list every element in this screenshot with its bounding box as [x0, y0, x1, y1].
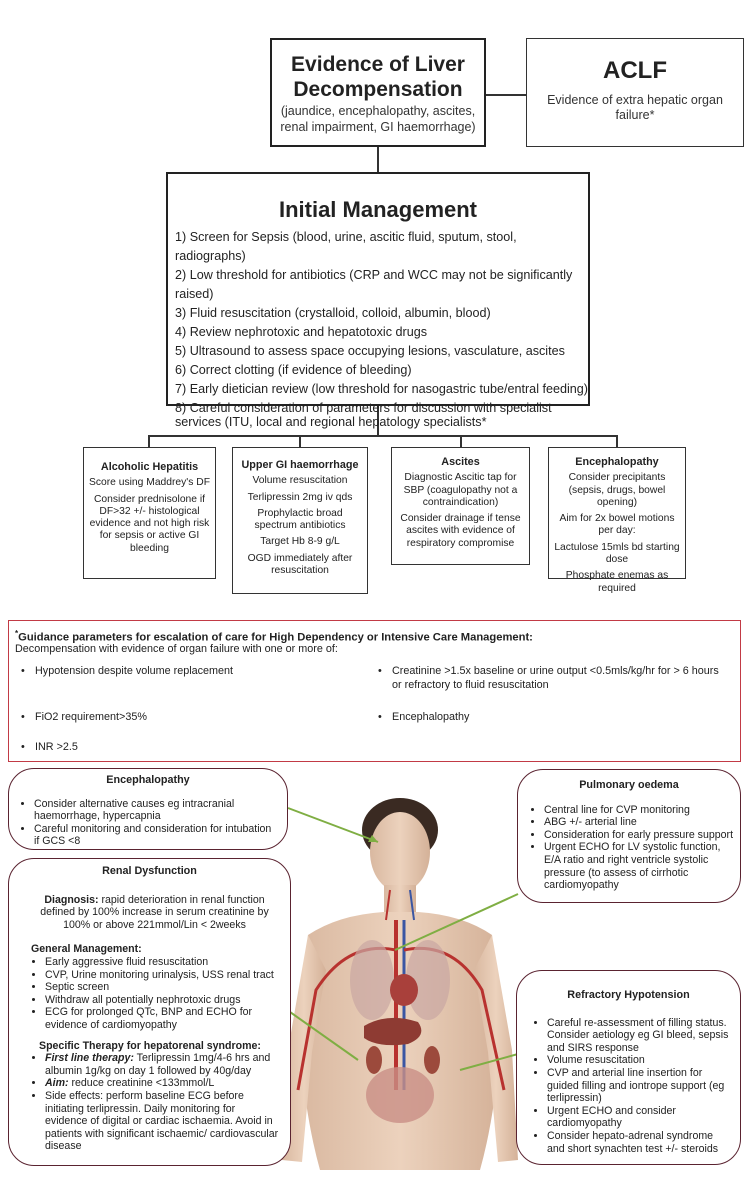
human-body-illustration	[268, 790, 528, 1170]
pulmonary-oedema-box	[517, 769, 741, 903]
list-item: • Careful re-assessment of filling status. Consider aetiology eg GI bleed, sepsis and SIRS response	[547, 1017, 732, 1055]
refractory-hypotension-box	[516, 970, 741, 1165]
refractory-hypotension-title: Refractory Hypotension	[567, 989, 690, 1001]
list-item: • CVP, Urine monitoring urinalysis, USS renal tract	[45, 969, 280, 982]
encephalopathy-title: Encephalopathy	[575, 456, 659, 468]
box-item: Score using Maddrey's DF	[89, 477, 210, 489]
refractory-hypotension-list	[517, 1017, 740, 1156]
upper-gi-box	[232, 447, 368, 594]
list-item: • Central line for CVP monitoring	[544, 804, 734, 817]
step-item: 8) Careful consideration of parameters for discussion with specialist services (ITU, local and regional hepatology specialists*	[175, 401, 552, 429]
specific-therapy-title: Specific Therapy for hepatorenal syndrome:	[39, 1039, 261, 1052]
connector-to-encephalopathy	[616, 435, 618, 447]
initial-management-steps	[168, 228, 588, 429]
diagnosis-label: Diagnosis:	[44, 893, 99, 906]
general-management-list	[9, 956, 290, 1032]
aim-label: Aim:	[45, 1077, 69, 1090]
alcoholic-hepatitis-box	[83, 447, 216, 579]
step-item: 3) Fluid resuscitation (crystalloid, colloid, albumin, blood)	[175, 306, 491, 320]
guidance-item	[378, 711, 722, 725]
guidance-item	[21, 665, 365, 679]
renal-dysfunction-title: Renal Dysfunction	[102, 865, 197, 877]
bullet-icon: •	[21, 711, 25, 723]
bullet-icon: •	[21, 665, 25, 677]
bullet-icon: •	[378, 711, 382, 723]
step-item: 2) Low threshold for antibiotics (CRP and WCC may not be significantly raised)	[175, 268, 573, 301]
step-item: 7) Early dietician review (low threshold for nasogastric tube/entral feeding)	[175, 382, 588, 396]
guidance-item-text: Encephalopathy	[392, 711, 470, 723]
renal-dysfunction-box	[8, 858, 291, 1166]
box-item: Lactulose 15mls bd starting dose	[554, 541, 680, 566]
list-item: • Withdraw all potentially nephrotoxic drugs	[45, 994, 280, 1007]
guidance-heading-text: Guidance parameters for escalation of care for High Dependency or Intensive Care Management:	[18, 631, 533, 644]
connector-to-upper-gi	[299, 435, 301, 447]
diagnosis-text: rapid deterioration in renal function defined by 100% increase in serum creatinine by 100% or above 221mmol/Lin < 2weeks	[40, 893, 269, 931]
decompensation-title: Evidence of Liver Decompensation	[291, 53, 465, 101]
connector-decomp-aclf	[486, 94, 526, 96]
guidance-item-text: Creatinine >1.5x baseline or urine output <0.5mls/kg/hr for > 6 hours or refractory to fluid resuscitation	[392, 665, 719, 691]
list-item: • Septic screen	[45, 981, 280, 994]
connector-horizontal	[148, 435, 617, 437]
general-management-title: General Management:	[31, 943, 142, 956]
box-item: Aim for 2x bowel motions per day:	[559, 513, 675, 537]
first-line-text: Terlipressin 1mg/4-6 hrs and albumin 1g/kg on day 1 followed by 40g/day	[45, 1052, 271, 1077]
list-item	[45, 1052, 280, 1077]
step-item: 5) Ultrasound to assess space occupying lesions, vasculature, ascites	[175, 344, 565, 358]
guidance-box	[8, 620, 741, 762]
guidance-star: *	[15, 629, 19, 638]
first-line-label: First line therapy:	[45, 1052, 134, 1065]
box-item: Volume resuscitation	[252, 475, 348, 487]
list-item: • Early aggressive fluid resuscitation	[45, 956, 280, 969]
step-item: 4) Review nephrotoxic and hepatotoxic drugs	[175, 325, 428, 339]
ascites-title: Ascites	[441, 456, 480, 468]
guidance-item	[21, 711, 365, 725]
box-item: Consider prednisolone if DF>32 +/- histological evidence and not high risk for sepsis or active GI bleeding	[89, 493, 210, 554]
box-item: Consider drainage if tense ascites with evidence of respiratory compromise	[400, 513, 521, 549]
alcoholic-hepatitis-title: Alcoholic Hepatitis	[100, 461, 199, 473]
decompensation-subtitle: (jaundice, encephalopathy, ascites, renal impairment, GI haemorrhage)	[280, 104, 476, 134]
box-item: Consider precipitants (sepsis, drugs, bowel opening)	[568, 472, 666, 508]
list-item: • CVP and arterial line insertion for guided filling and iontrope support (eg terlipressin)	[547, 1067, 732, 1105]
guidance-item	[378, 665, 722, 692]
decompensation-box	[270, 38, 486, 147]
box-item: Diagnostic Ascitic tap for SBP (coagulopathy not a contraindication)	[403, 472, 518, 508]
list-item	[45, 1077, 280, 1090]
renal-diagnosis	[9, 894, 290, 932]
guidance-subheading: Decompensation with evidence of organ failure with one or more of:	[15, 643, 338, 655]
connector-to-alcoholic	[148, 435, 150, 447]
list-item: • Consider alternative causes eg intracranial haemorrhage, hypercapnia	[34, 798, 277, 823]
encephalopathy-box	[548, 447, 686, 594]
list-item: • ECG for prolonged QTc, BNP and ECHO for evidence of cardiomyopathy	[45, 1006, 280, 1031]
specific-therapy-list	[9, 1052, 290, 1153]
guidance-item-text: INR >2.5	[35, 741, 78, 753]
connector-decomp-initial	[377, 147, 379, 172]
connector-to-ascites	[460, 435, 462, 447]
list-item: • Urgent ECHO for LV systolic function, E/A ratio and right ventricle systolic pressure (to assess of cirrhotic cardiomyopathy	[544, 841, 734, 891]
aclf-box	[526, 38, 744, 147]
upper-gi-title: Upper GI haemorrhage	[241, 459, 359, 471]
box-item: Terlipressin 2mg iv qds	[247, 491, 353, 503]
box-item: Prophylactic broad spectrum antibiotics	[254, 507, 346, 532]
list-item: • ABG +/- arterial line	[544, 816, 734, 829]
pulmonary-oedema-title: Pulmonary oedema	[579, 779, 679, 791]
encephalopathy-organ-box	[8, 768, 288, 850]
ascites-box	[391, 447, 530, 565]
box-item: Phosphate enemas as required	[565, 570, 669, 594]
aclf-text: Evidence of extra hepatic organ failure*	[547, 93, 723, 122]
encephalopathy-organ-list	[9, 798, 287, 848]
initial-management-title: Initial Management	[278, 197, 478, 222]
pulmonary-oedema-list	[518, 804, 740, 892]
guidance-item-text: Hypotension despite volume replacement	[35, 665, 234, 677]
box-item: Target Hb 8-9 g/L	[260, 536, 340, 548]
step-item: 1) Screen for Sepsis (blood, urine, ascitic fluid, sputum, stool, radiographs)	[175, 230, 517, 263]
step-item: 6) Correct clotting (if evidence of bleeding)	[175, 363, 412, 377]
bullet-icon: •	[378, 665, 382, 677]
initial-management-box	[166, 172, 590, 429]
list-item: • Consideration for early pressure support	[544, 829, 734, 842]
list-item: • Volume resuscitation	[547, 1054, 732, 1067]
list-item: • Urgent ECHO and consider cardiomyopathy	[547, 1105, 732, 1130]
list-item: • Careful monitoring and consideration for intubation if GCS <8	[34, 823, 277, 848]
box-item: OGD immediately after resuscitation	[247, 552, 353, 577]
list-item: • Consider hepato-adrenal syndrome and short synachten test +/- steroids	[547, 1130, 732, 1155]
guidance-item	[21, 741, 365, 755]
bullet-icon: •	[21, 741, 25, 753]
list-item: • Side effects: perform baseline ECG before initiating terlipressin. Daily monitoring for evidence of digital or cardiac ischaemia. Avoid in patients with significant ischaemic/ cardiovascular disease	[45, 1090, 280, 1153]
guidance-item-text: FiO2 requirement>35%	[35, 711, 147, 723]
aclf-title: ACLF	[603, 57, 667, 84]
encephalopathy-organ-title: Encephalopathy	[106, 774, 190, 786]
guidance-heading	[15, 629, 533, 644]
aim-text: reduce creatinine <133mmol/L	[68, 1077, 215, 1090]
